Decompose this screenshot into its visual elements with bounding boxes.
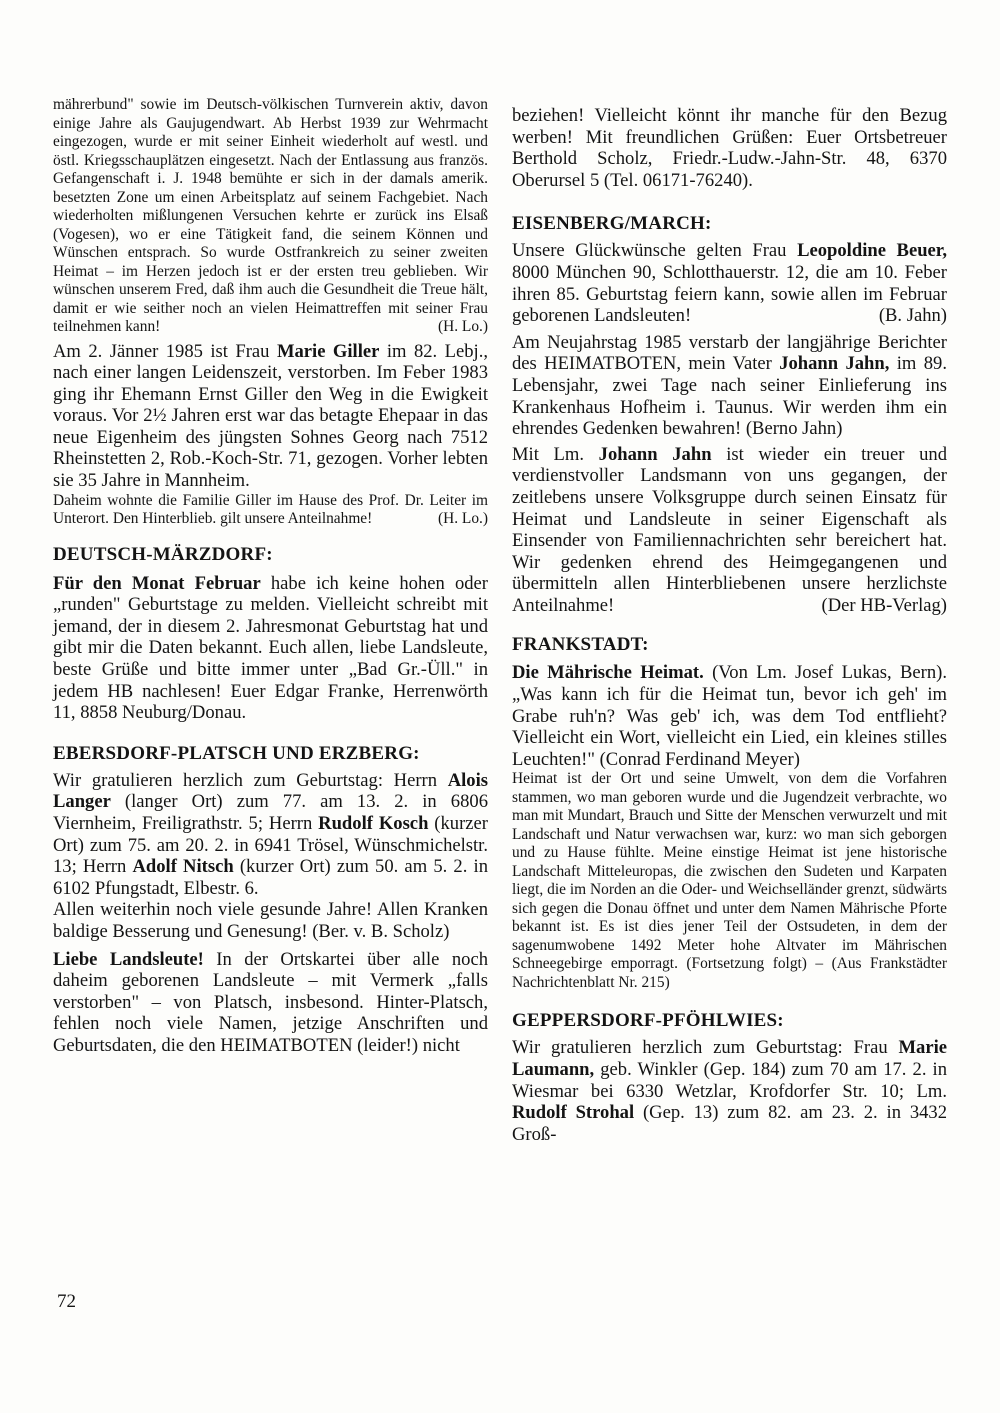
paragraph: Mit Lm. Johann Jahn ist wieder ein treuer und verdienstvoller Landsmann von uns gegangen, der zeitlebens unsere Volksgruppe durch seinen Einsatz für Heimat und Landsleute in seiner Eigenschaft als Einsender von Familiennachrichten sehr bereichert hat. Wir gedenken ehrend des Heimgegangenen und übermitteln allen Hinterbliebenen unsere herzlichste Anteilnahme! (Der HB-Verlag) bbox=[512, 443, 947, 616]
person-name: Marie Laumann, bbox=[512, 1037, 947, 1081]
person-name: Alois Langer bbox=[53, 769, 488, 813]
person-name: Rudolf Kosch bbox=[318, 813, 429, 834]
signature: (Der HB-Verlag) bbox=[821, 594, 947, 616]
paragraph: Heimat ist der Ort und seine Umwelt, von dem die Vorfahren stammen, wo man geboren wurde und die Jugendzeit verbrachte, wo man mit Mundart, Brauch und Sitte der Menschen verwurzelt und mit Landschaft und Natur verwachsen war, kurz: wo man sich geborgen und zu Hause fühlte. Meine einstige Heimat ist jene historische Landschaft Mitteleuropas, die zwischen den Sudeten und Karpaten liegt, die im Norden an die Oder- und Weichselländer grenzt, südwärts sich gegen die Donau öffnet und unter dem Namen Mährische Pforte bekannt ist. Es ist dies jener Teil der Ostsudeten, in dem der sagenumwobene 1492 Meter hohe Altvater im Mährischen Schneegebirge emporragt. (Fortsetzung folgt) – (Aus Frankstädter Nachrichtenblatt Nr. 215) bbox=[512, 770, 947, 991]
paragraph-text: mährerbund" sowie im Deutsch-völkischen Turnverein aktiv, davon einige Jahre als Gaujugendwart. Ab Herbst 1939 zur Wehrmacht eingezogen, wurde er mit seiner Einheit wiederholt auf westl. und östl. Kriegsschauplätzen eingesetzt. Nach der Entlassung aus französ. Gefangenschaft i. J. 1948 bemühte er sich in der damals amerik. besetzten Zone um einen Arbeitsplatz auf seinem Fachgebiet. Nach wiederholten mißlungenen Versuchen kehrte er zurück ins Elsaß (Vogesen), wo er eine Tätigkeit fand, die seinem Können und Wünschen entsprach. So wurde Ostfrankreich zu seiner zweiten Heimat – im Herzen jedoch ist er der ersten treu geblieben. Wir wünschen unserem Fred, daß ihm auch die Gesundheit die Treue hält, damit er wie seither noch an vielen Heimattreffen mit seiner Frau teilnehmen kann! bbox=[53, 96, 488, 335]
person-name: Leopoldine Beuer, bbox=[797, 240, 947, 262]
section-heading: EBERSDORF-PLATSCH UND ERZBERG: bbox=[53, 742, 420, 764]
paragraph: beziehen! Vielleicht könnt ihr manche für den Bezug werben! Mit freundlichen Grüßen: Euer Ortsbetreuer Berthold Scholz, Friedr.-Ludw.-Jahn-Str. 48, 6370 Oberursel 5 (Tel. 06171-76240). bbox=[512, 105, 947, 191]
person-name: Marie Giller bbox=[276, 340, 380, 362]
paragraph: Liebe Landsleute! In der Ortskartei über alle noch daheim geborenen Landsleute – mit Vermerk „falls verstorben" – von Platsch, insbesond. Hinter-Platsch, fehlen noch viele Namen, jetzige Anschriften und Geburtsdaten, die den HEIMATBOTEN (leider!) nicht bbox=[53, 948, 488, 1056]
section-heading: GEPPERSDORF-PFÖHLWIES: bbox=[512, 1010, 784, 1032]
signature: (H. Lo.) bbox=[437, 318, 488, 335]
paragraph: Wir gratulieren herzlich zum Geburtstag: Frau Marie Laumann, geb. Winkler (Gep. 184) zum 70 am 17. 2. in Wiesmar bei 6330 Wetzlar, Krofdorfer Str. 10; Lm. Rudolf Strohal (Gep. 13) zum 82. am 23. 2. in 3432 Groß- bbox=[512, 1037, 948, 1145]
paragraph: Die Mährische Heimat. (Von Lm. Josef Lukas, Bern). „Was kann ich für die Heimat tun, bevor ich geh' im Grabe ruh'n? Was geb' ich, was dem Tod entflieht? Vielleicht ein Wort, vielleicht ein Lied, ein kleines stilles Leuchten!" (Conrad Ferdinand Meyer) bbox=[512, 662, 947, 770]
paragraph: Für den Monat Februar habe ich keine hohen oder „runden" Geburtstage zu melden. Vielleicht schreibt mit jemand, der in diesem 2. Jahresmonat Geburtstag hat und gibt mir die Daten bekannt. Euch allen, liebe Landsleute, beste Grüße und bitte immer unter „Bad Gr.-Üll." in jedem HB nachlesen! Euer Edgar Franke, Herrenwörth 11, 8858 Neuburg/Donau. bbox=[53, 572, 488, 724]
left-column bbox=[53, 96, 488, 1057]
paragraph bbox=[53, 96, 488, 337]
person-name: Johann Jahn, bbox=[779, 353, 890, 375]
paragraph: Daheim wohnte die Familie Giller im Hause des Prof. Dr. Leiter im Unterort. Den Hinterblieb. gilt unsere Anteilnahme! (H. Lo.) bbox=[53, 491, 488, 528]
person-name: Rudolf Strohal bbox=[512, 1102, 635, 1124]
page-number: 72 bbox=[57, 1291, 76, 1312]
paragraph: Unsere Glückwünsche gelten Frau Leopoldine Beuer, 8000 München 90, Schlotthauerstr. 12, die am 10. Feber ihren 85. Geburtstag feiern kann, sowie allen im Februar geborenen Landsleuten! (B. Jahn) bbox=[512, 240, 947, 327]
section-heading: DEUTSCH-MÄRZDORF: bbox=[53, 543, 273, 565]
section-heading: EISENBERG/MARCH: bbox=[512, 213, 712, 235]
paragraph: Am 2. Jänner 1985 ist Frau Marie Giller im 82. Lebj., nach einer langen Leidenszeit, verstorben. Im Feber 1983 ging ihr Ehemann Ernst Giller den Weg in die Ewigkeit voraus. Vor 2½ Jahren erst war das betagte Ehepaar in das neue Eigenheim des jüngsten Sohnes Georg nach 7512 Rheinstetten 2, Rob.-Koch-Str. 71, gezogen. Vorher lebten sie 35 Jahre in Mannheim. bbox=[53, 340, 489, 492]
section-heading: FRANKSTADT: bbox=[512, 634, 649, 656]
paragraph: Allen weiterhin noch viele gesunde Jahre! Allen Kranken baldige Besserung und Genesung! (Ber. v. B. Scholz) bbox=[53, 899, 488, 942]
paragraph: Wir gratulieren herzlich zum Geburtstag: Herrn Alois Langer (langer Ort) zum 77. am 13. 2. in 6806 Viernheim, Freiligrathstr. 5; Herrn Rudolf Kosch (kurzer Ort) zum 75. am 20. 2. in 6941 Trösel, Wünschmichelstr. 13; Herrn Adolf Nitsch (kurzer Ort) zum 50. am 5. 2. in 6102 Pfungstadt, Elbestr. 6. bbox=[53, 769, 489, 899]
signature: (H. Lo.) bbox=[437, 510, 488, 528]
person-name: Adolf Nitsch bbox=[132, 856, 234, 878]
signature: (B. Jahn) bbox=[878, 305, 947, 327]
paragraph: Am Neujahrstag 1985 verstarb der langjährige Berichter des HEIMATBOTEN, mein Vater Johann Jahn, im 89. Lebensjahr, zwei Tage nach seiner Einlieferung ins Krankenhaus Hofheim i. Taunus. Wir werden ihm ein ehrendes Gedenken bewahren! (Berno Jahn) bbox=[512, 331, 947, 440]
person-name: Johann Jahn bbox=[598, 443, 712, 465]
right-column bbox=[512, 105, 947, 1145]
